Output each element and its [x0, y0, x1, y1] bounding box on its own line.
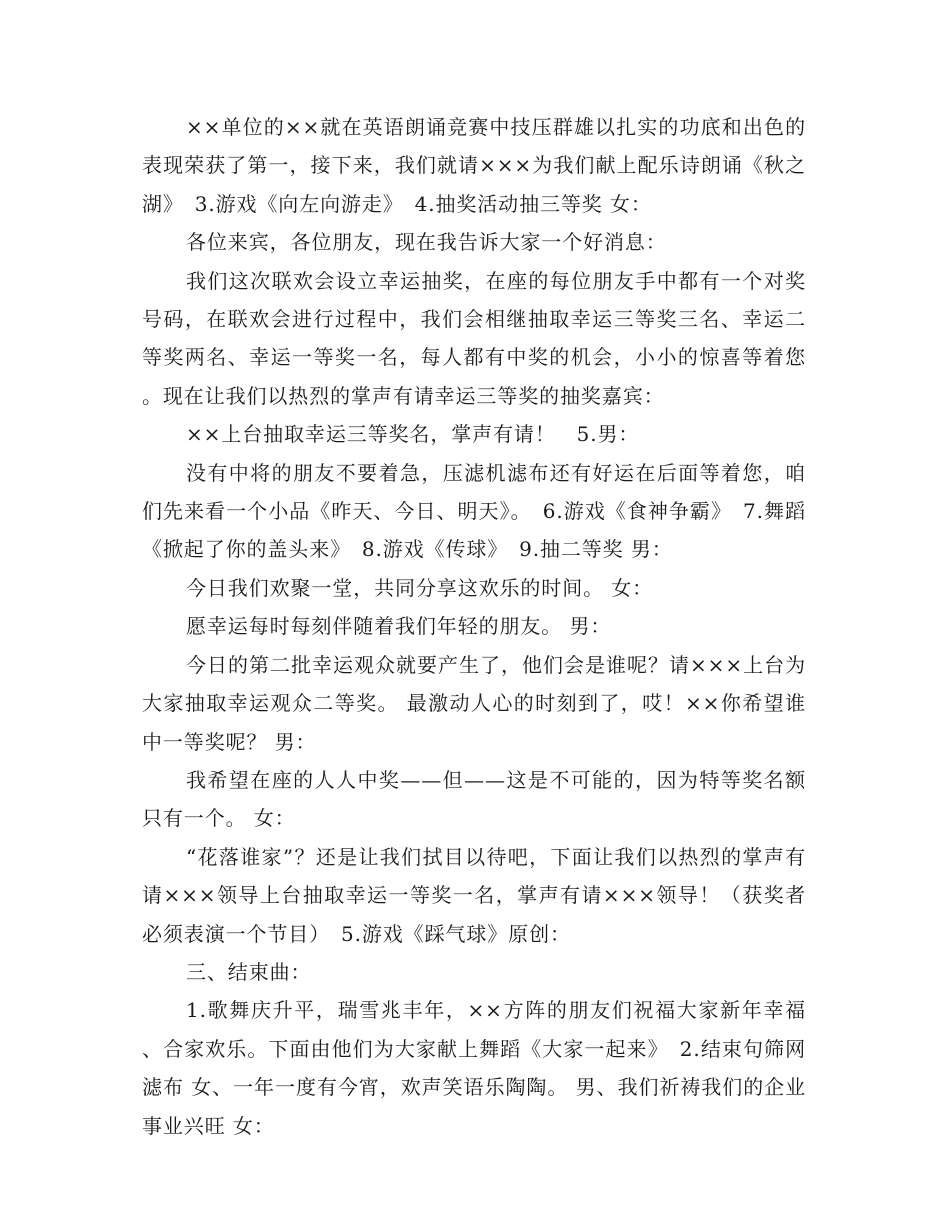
paragraph: ××单位的××就在英语朗诵竞赛中技压群雄以扎实的功底和出色的表现荣获了第一，接下来，我们就请×××为我们献上配乐诗朗诵《秋之湖》 3.游戏《向左向游走》 4.抽奖活动抽三等奖 女：	[142, 115, 806, 216]
paragraph: 今日的第二批幸运观众就要产生了，他们会是谁呢？请×××上台为大家抽取幸运观众二等奖。 最激动人心的时刻到了，哎！××你希望谁中一等奖呢？ 男：	[142, 652, 806, 754]
paragraph: 今日我们欢聚一堂，共同分享这欢乐的时间。 女：	[186, 575, 654, 600]
paragraph: “花落谁家”？还是让我们拭目以待吧，下面让我们以热烈的掌声有请×××领导上台抽取幸运一等奖一名，掌声有请×××领导！（获奖者必须表演一个节目） 5.游戏《踩气球》原创：	[142, 844, 806, 946]
paragraph: 我们这次联欢会设立幸运抽奖，在座的每位朋友手中都有一个对奖号码，在联欢会进行过程中，我们会相继抽取幸运三等奖三名、幸运二等奖两名、幸运一等奖一名，每人都有中奖的机会，小小的惊喜等着您。现在让我们以热烈的掌声有请幸运三等奖的抽奖嘉宾：	[142, 268, 806, 408]
paragraph: 各位来宾，各位朋友，现在我告诉大家一个好消息：	[186, 230, 667, 255]
paragraph: 1.歌舞庆升平，瑞雪兆丰年，××方阵的朋友们祝福大家新年幸福、合家欢乐。下面由他们为大家献上舞蹈《大家一起来》 2.结束句筛网滤布 女、一年一度有今宵，欢声笑语乐陶陶。 男、我们祈祷我们的企业事业兴旺 女：	[142, 998, 806, 1138]
paragraph: 我希望在座的人人中奖——但——这是不可能的，因为特等奖名额只有一个。 女：	[142, 767, 806, 831]
paragraph: 愿幸运每时每刻伴随着我们年轻的朋友。 男：	[186, 614, 612, 639]
section-heading: 三、结束曲：	[186, 959, 312, 984]
document-body	[142, 108, 806, 1145]
paragraph: 没有中将的朋友不要着急，压滤机滤布还有好运在后面等着您，咱们先来看一个小品《昨天、今日、明天》。 6.游戏《食神争霸》 7.舞蹈《掀起了你的盖头来》 8.游戏《传球》 9.抽二等奖 男：	[142, 460, 806, 562]
paragraph: ××上台抽取幸运三等奖名，掌声有请！ 5.男：	[186, 422, 640, 447]
